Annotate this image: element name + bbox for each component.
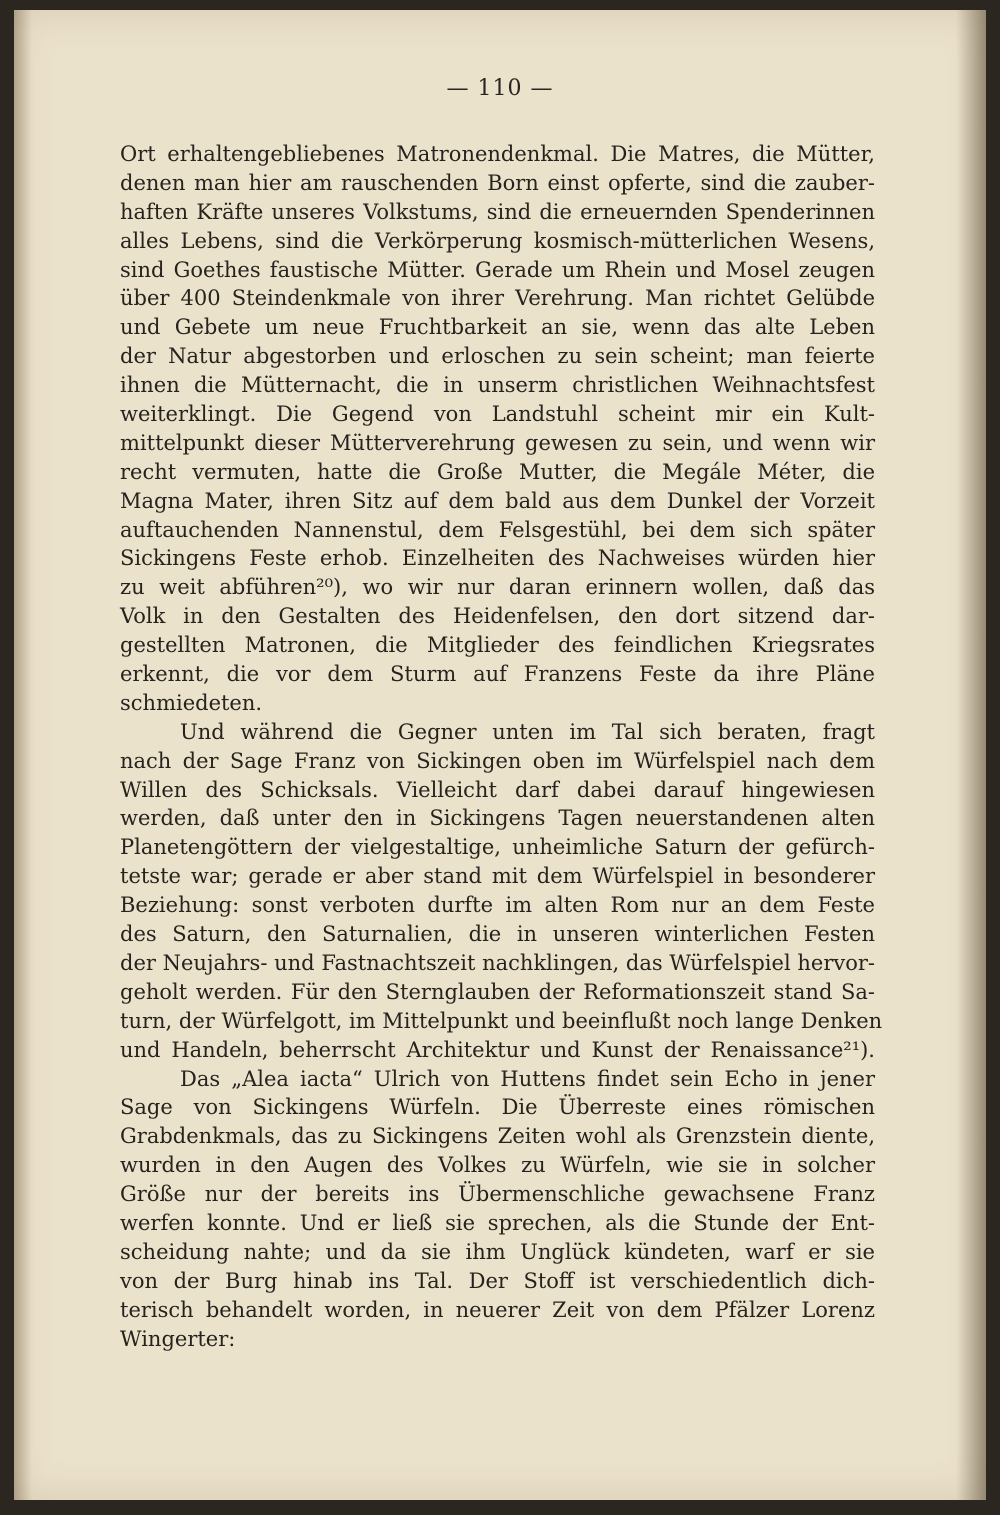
text-line: Sage von Sickingens Würfeln. Die Überreste eines römischen (120, 1095, 875, 1120)
text-line: der Natur abgestorben und erloschen zu sein scheint; man feierte (120, 344, 875, 369)
text-line: Und während die Gegner unten im Tal sich beraten, fragt (180, 719, 875, 744)
text-line: gestellten Matronen, die Mitglieder des feindlichen Kriegsrates (120, 633, 875, 658)
text-line: Planetengöttern der vielgestaltige, unheimliche Saturn der gefürch- (120, 835, 875, 860)
text-line: Volk in den Gestalten des Heidenfelsen, den dort sitzend dar- (120, 604, 875, 629)
text-line: und Gebete um neue Fruchtbarkeit an sie, wenn das alte Leben (120, 315, 875, 340)
text-line: ihnen die Mütternacht, die in unserm christlichen Weihnachtsfest (120, 373, 875, 398)
text-line: und Handeln, beherrscht Architektur und Kunst der Renaissance²¹). (120, 1037, 875, 1062)
text-line: nach der Sage Franz von Sickingen oben im Würfelspiel nach dem (120, 748, 875, 773)
body-text (120, 140, 883, 1353)
text-line: schmiedeten. (120, 690, 263, 715)
text-line: tetste war; gerade er aber stand mit dem Würfelspiel in besonderer (120, 864, 875, 889)
text-line: Beziehung: sonst verboten durfte im alten Rom nur an dem Feste (120, 893, 875, 918)
text-line: recht vermuten, hatte die Große Mutter, die Megále Méter, die (120, 459, 875, 484)
text-line: über 400 Steindenkmale von ihrer Verehrung. Man richtet Gelübde (120, 286, 875, 311)
text-line: Größe nur der bereits ins Übermenschliche gewachsene Franz (120, 1182, 875, 1207)
text-line: Wingerter: (120, 1326, 236, 1351)
spine-shadow (14, 10, 32, 1500)
text-line: von der Burg hinab ins Tal. Der Stoff ist verschiedentlich dich- (120, 1268, 875, 1293)
page-edge (956, 10, 986, 1500)
text-line: haften Kräfte unseres Volkstums, sind die erneuernden Spenderinnen (120, 199, 875, 224)
text-line: werfen konnte. Und er ließ sie sprechen, als die Stunde der Ent- (120, 1210, 875, 1235)
text-line: geholt werden. Für den Sternglauben der Reformationszeit stand Sa- (120, 979, 875, 1004)
text-line: Sickingens Feste erhob. Einzelheiten des Nachweises würden hier (120, 546, 875, 571)
text-line: sind Goethes faustische Mütter. Gerade um Rhein und Mosel zeugen (120, 257, 875, 282)
text-line: zu weit abführen²⁰), wo wir nur daran erinnern wollen, daß das (120, 575, 875, 600)
text-line: Willen des Schicksals. Vielleicht darf dabei darauf hingewiesen (120, 777, 875, 802)
text-line: terisch behandelt worden, in neuerer Zeit von dem Pfälzer Lorenz (120, 1297, 875, 1322)
text-line: scheidung nahte; und da sie ihm Unglück kündeten, warf er sie (120, 1239, 875, 1264)
text-line: werden, daß unter den in Sickingens Tagen neuerstandenen alten (120, 806, 875, 831)
text-line: weiterklingt. Die Gegend von Landstuhl scheint mir ein Kult- (120, 402, 875, 427)
text-line: wurden in den Augen des Volkes zu Würfeln, wie sie in solcher (120, 1153, 875, 1178)
text-line: der Neujahrs- und Fastnachtszeit nachklingen, das Würfelspiel hervor- (120, 950, 875, 975)
text-line: alles Lebens, sind die Verkörperung kosmisch-mütterlichen Wesens, (120, 228, 875, 253)
text-line: mittelpunkt dieser Mütterverehrung gewesen zu sein, und wenn wir (120, 430, 875, 455)
text-line: turn, der Würfelgott, im Mittelpunkt und beeinflußt noch lange Denken (120, 1008, 883, 1033)
text-line: Ort erhaltengebliebenes Matronendenkmal. Die Matres, die Mütter, (120, 142, 875, 166)
text-line: Das „Alea iacta“ Ulrich von Huttens findet sein Echo in jener (180, 1066, 875, 1091)
text-line: auftauchenden Nannenstul, dem Felsgestühl, bei dem sich später (120, 517, 875, 542)
text-line: Magna Mater, ihren Sitz auf dem bald aus dem Dunkel der Vorzeit (120, 488, 875, 513)
text-line: erkennt, die vor dem Sturm auf Franzens Feste da ihre Pläne (120, 662, 875, 687)
text-line: des Saturn, den Saturnalien, die in unseren winterlichen Festen (120, 922, 875, 947)
text-line: denen man hier am rauschenden Born einst opferte, sind die zauber- (120, 170, 875, 195)
text-line: Grabdenkmals, das zu Sickingens Zeiten wohl als Grenzstein diente, (120, 1124, 875, 1149)
page-number: — 110 — (446, 76, 554, 101)
